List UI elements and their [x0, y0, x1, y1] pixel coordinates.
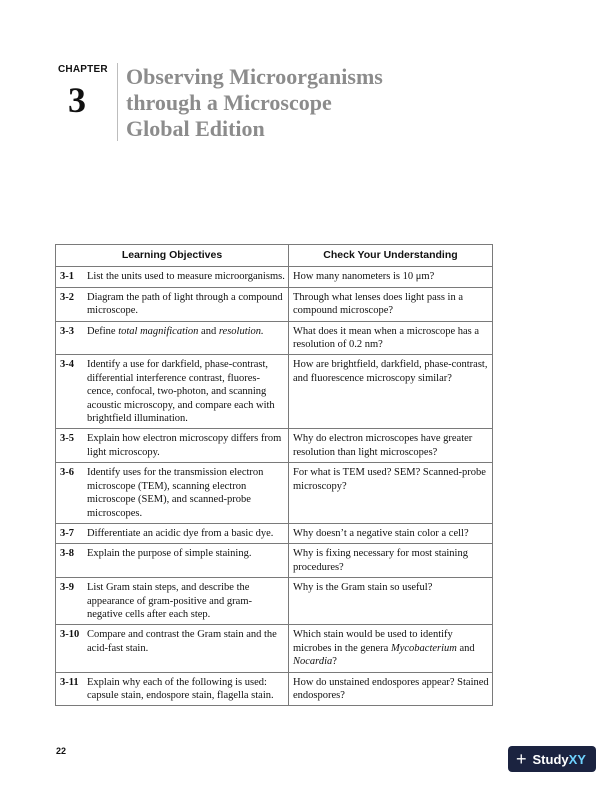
objective-text: List Gram stain steps, and describe the appearance of gram-positive and gram-negative cells after each step.: [87, 582, 253, 620]
objective-cell: [56, 523, 289, 543]
chapter-number: 3: [68, 80, 86, 120]
header-learning-objectives: Learning Objectives: [56, 245, 289, 267]
objective-text: Define total magnification and resolution.: [87, 325, 264, 337]
question-cell: For what is TEM used? SEM? Scanned-probe microscopy?: [289, 463, 493, 524]
table-row: [56, 321, 493, 355]
objective-number: 3-2: [60, 291, 74, 303]
question-cell: Why doesn’t a negative stain color a cell?: [289, 523, 493, 543]
table-row: [56, 523, 493, 543]
question-cell: Through what lenses does light pass in a compound microscope?: [289, 287, 493, 321]
table-row: [56, 287, 493, 321]
studyxy-badge[interactable]: [508, 746, 596, 772]
objective-text: Explain how electron microscopy differs from light microscopy.: [87, 433, 282, 458]
objective-number: 3-6: [60, 467, 74, 479]
title-divider: [117, 63, 118, 141]
objective-number: 3-7: [60, 527, 74, 539]
objective-text: Identify uses for the transmission electron microscope (TEM), scanning electron microscope (SEM), and scanned-probe microscopes.: [87, 467, 264, 519]
objective-cell: [56, 544, 289, 578]
learning-objectives-table: [55, 244, 493, 706]
title-line: Global Edition: [126, 116, 265, 141]
objective-number: 3-3: [60, 325, 74, 337]
question-cell: Why is fixing necessary for most staining procedures?: [289, 544, 493, 578]
objective-cell: [56, 578, 289, 625]
objective-cell: [56, 429, 289, 463]
objective-text: Differentiate an acidic dye from a basic dye.: [87, 527, 274, 539]
objective-text: List the units used to measure microorganisms.: [87, 271, 285, 283]
objective-number: 3-4: [60, 359, 74, 371]
objective-number: 3-1: [60, 271, 74, 283]
table-row: [56, 625, 493, 672]
objective-text: Explain the purpose of simple staining.: [87, 548, 252, 560]
title-line: Observing Microorganisms: [126, 64, 383, 89]
question-cell: Why is the Gram stain so useful?: [289, 578, 493, 625]
brand-name: StudyXY: [532, 751, 586, 767]
objective-cell: [56, 267, 289, 287]
question-cell: Which stain would be used to identify microbes in the genera Mycobacterium and Nocardia?: [289, 625, 493, 672]
objective-cell: [56, 463, 289, 524]
objective-cell: [56, 672, 289, 706]
table-row: [56, 463, 493, 524]
objective-text: Explain why each of the following is used: capsule stain, endospore stain, flagella stain.: [87, 676, 274, 701]
objective-cell: [56, 625, 289, 672]
table-header-row: [56, 245, 493, 267]
objective-number: 3-8: [60, 548, 74, 560]
chapter-title: [126, 64, 383, 142]
title-line: through a Microscope: [126, 90, 332, 115]
objective-text: Compare and contrast the Gram stain and the acid-fast stain.: [87, 629, 277, 654]
chapter-label: CHAPTER: [58, 64, 108, 75]
header-check-understanding: Check Your Understanding: [289, 245, 493, 267]
question-cell: What does it mean when a microscope has a resolution of 0.2 nm?: [289, 321, 493, 355]
question-cell: How are brightfield, darkfield, phase-contrast, and fluorescence microscopy similar?: [289, 355, 493, 429]
question-cell: Why do electron microscopes have greater resolution than light microscopes?: [289, 429, 493, 463]
table-row: [56, 672, 493, 706]
question-cell: How many nanometers is 10 μm?: [289, 267, 493, 287]
objective-number: 3-5: [60, 433, 74, 445]
question-cell: How do unstained endospores appear? Stained endospores?: [289, 672, 493, 706]
objective-cell: [56, 321, 289, 355]
page-number: 22: [56, 746, 67, 756]
objective-text: Identify a use for darkfield, phase-contrast, differential interference contrast, fluores-cence, confocal, two-photon, and scanning acoustic microscopy, and compare each with brightfield illumination.: [87, 359, 275, 425]
plus-icon: +: [516, 748, 527, 769]
objective-cell: [56, 287, 289, 321]
table-row: [56, 544, 493, 578]
objective-number: 3-10: [60, 629, 80, 641]
table-row: [56, 429, 493, 463]
table-row: [56, 355, 493, 429]
objective-cell: [56, 355, 289, 429]
objective-number: 3-11: [60, 676, 79, 688]
table-row: [56, 578, 493, 625]
objective-number: 3-9: [60, 582, 74, 594]
table-row: [56, 267, 493, 287]
objective-text: Diagram the path of light through a compound microscope.: [87, 291, 283, 317]
